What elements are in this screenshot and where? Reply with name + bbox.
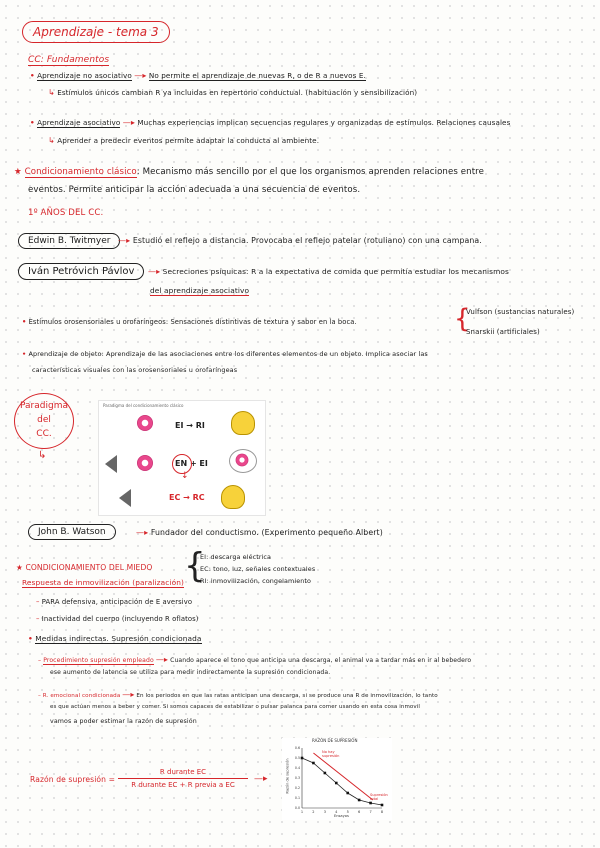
cond-clasico-row2 xyxy=(28,185,360,195)
x-tick-label: 6 xyxy=(358,810,361,814)
paradigma-line3: CC. xyxy=(36,429,52,439)
medidas-proc-row2: ese aumento de latencia se utiliza para medir indirectamente la supresión condicionada. xyxy=(50,669,331,676)
pavlov-text1: Secreciones psíquicas: R a la expectativa de comida que permitía estudiar los mecanismos xyxy=(162,267,509,276)
chart-title: RAZÓN DE SUPRESIÓN xyxy=(312,738,358,743)
title-text: Aprendizaje - tema 3 xyxy=(33,25,159,39)
miedo-ri: RI: inmovilización, congelamiento xyxy=(200,577,312,585)
ei-ri-label: EI → RI xyxy=(175,421,205,430)
cond-clasico-row1 xyxy=(14,167,484,177)
emoc-text3: vamos a poder estimar la razón de supresión xyxy=(50,718,197,725)
star-icon: ★ xyxy=(16,563,23,572)
x-tick-label: 1 xyxy=(300,810,304,814)
miedo-item1: – PARA defensiva, anticipación de E aversivo xyxy=(36,598,193,606)
cond-clasico-text2: eventos. Permite anticipar la acción adecuada a una secuencia de eventos. xyxy=(28,185,361,195)
aprend-asoc-row: • Aprendizaje asociativo —▸ Muchas experiencias implican secuencias regulares y organizadas de estímulos. Relaciones causales xyxy=(30,118,511,127)
aprend-no-asoc-sub-text: Estímulos únicos cambian R ya incluidas en repertorio conductual. (habituación y sensibilización) xyxy=(57,88,418,97)
pavlov-text2: del aprendizaje asociativo xyxy=(150,286,250,295)
section-cc-heading: CC: Fundamentos xyxy=(28,55,110,65)
miedo-subtitle: Respuesta de inmovilización (paralización) xyxy=(22,578,185,587)
miedo-ec: EC: tono, luz, señales contextuales xyxy=(200,565,316,573)
y-tick-label: 0.4 xyxy=(294,766,300,770)
aprend-objeto-row1: • Aprendizaje de objeto: Aprendizaje de las asociaciones entre los diferentes elementos de un objeto. Implica asociar las xyxy=(22,350,428,358)
paradigma-line2: del xyxy=(37,415,51,425)
medidas-title: • Medidas indirectas. Supresión condicionada xyxy=(28,634,202,643)
aprend-objeto-text2: características visuales con las orosensoriales u orofaríngeas xyxy=(32,366,238,374)
miedo-title xyxy=(16,563,152,572)
pavlov-name-box xyxy=(18,263,144,280)
data-point xyxy=(312,762,315,765)
vulfson-text: Vulfson (sustancias naturales) xyxy=(466,308,575,316)
cc-diagram-panel xyxy=(98,400,266,516)
chart-ylabel: Razón de supresión xyxy=(285,758,290,794)
miedo-title-text: CONDICIONAMIENTO DEL MIEDO xyxy=(25,563,153,572)
razon-numerator: R durante EC xyxy=(118,768,248,779)
y-tick-label: 0.2 xyxy=(294,786,300,790)
paradigma-circle xyxy=(14,393,74,449)
x-tick-label: 8 xyxy=(380,810,384,814)
watson-text: Fundador del conductismo. (Experimento pequeño Albert) xyxy=(150,528,383,537)
chart-xlabel: Ensayos xyxy=(334,814,349,818)
miedo-item2-text: Inactividad del cuerpo (incluyendo R oflatos) xyxy=(41,615,199,623)
en-ei-label: EN + EI xyxy=(175,459,208,468)
twitmyer-text-row: —▸ Estudió el reflejo a distancia. Provocaba el reflejo patelar (rotuliano) con una campana. xyxy=(118,236,482,245)
data-point xyxy=(324,772,327,775)
snarskii-text: Snarskii (artificiales) xyxy=(466,328,540,336)
pavlov-name: Iván Petróvich Pávlov xyxy=(28,266,135,277)
cond-clasico-label: Condicionamiento clásico xyxy=(24,167,137,177)
y-tick-label: 0.5 xyxy=(294,756,300,760)
page-title xyxy=(22,21,170,43)
x-tick-label: 2 xyxy=(312,810,315,814)
y-tick-label: 0.1 xyxy=(294,796,300,800)
data-point xyxy=(335,782,338,785)
data-point xyxy=(381,804,384,807)
data-point xyxy=(369,802,372,805)
watson-text-row: —▸ Fundador del conductismo. (Experimento pequeño Albert) xyxy=(136,528,383,537)
medidas-emoc-row1: – R. emocional condicionada —▸ En los periodos en que las ratas anticipan una descarga, si se produce una R de inmovilización, lo tanto xyxy=(38,690,438,699)
primeros-heading: 1º AÑOS DEL CC. xyxy=(28,208,104,218)
annotation-high: No hay supresión xyxy=(322,750,340,758)
donut-icon xyxy=(137,415,153,431)
x-tick-label: 7 xyxy=(369,810,372,814)
miedo-ei: EI: descarga eléctrica xyxy=(200,553,272,561)
medidas-emoc-row3 xyxy=(50,718,197,725)
proc-text1: Cuando aparece el tono que anticipa una descarga, el animal va a tardar más en ir al bebedero xyxy=(170,657,472,664)
miedo-item1-text: PARA defensiva, anticipación de E aversivo xyxy=(41,598,193,606)
y-tick-label: 0.0 xyxy=(294,806,300,810)
pavlov-text-row2 xyxy=(150,286,249,296)
y-tick-label: 0.6 xyxy=(294,746,300,750)
cond-clasico-text1: : Mecanismo más sencillo por el que los organismos aprenden relaciones entre xyxy=(136,167,485,177)
razon-label: Razón de supresión = xyxy=(30,775,116,784)
diagram-header: Paradigma del condicionamiento clásico xyxy=(103,403,184,408)
medidas-title-text: Medidas indirectas. Supresión condicionada xyxy=(35,634,202,643)
miedo-item2: – Inactividad del cuerpo (incluyendo R oflatos) xyxy=(36,615,199,623)
paradigma-line1: Paradigma xyxy=(20,401,68,411)
homer-icon xyxy=(231,411,255,435)
data-point xyxy=(358,799,361,802)
razon-denominator: R durante EC + R previa a EC xyxy=(131,781,235,789)
brace-icon: { xyxy=(184,546,206,586)
aprend-asoc-sub-text: Aprender a predecir eventos permite adaptar la conducta al ambiente. xyxy=(57,136,320,145)
emoc-text1: En los periodos en que las ratas anticipan una descarga, si se produce una R de inmovilización, lo tanto xyxy=(136,693,438,699)
aprend-no-asoc-row: • Aprendizaje no asociativo —▸ No permite el aprendizaje de nuevas R, o de R a nuevos E. xyxy=(30,71,366,80)
aprend-asoc-label: Aprendizaje asociativo xyxy=(37,118,121,127)
proc-label: Procedimiento supresión empleado xyxy=(43,657,154,664)
donut-icon xyxy=(137,455,153,471)
paradigma-arrow-icon: ↳ xyxy=(38,450,47,461)
watson-name: John B. Watson xyxy=(38,527,106,537)
data-point xyxy=(346,792,349,795)
x-tick-label: 3 xyxy=(323,810,326,814)
homer-icon xyxy=(221,485,245,509)
razon-fraction xyxy=(118,768,248,789)
medidas-proc-row1: – Procedimiento supresión empleado —▸ Cuando aparece el tono que anticipa una descarga, el animal va a tardar más en ir al bebedero xyxy=(38,655,472,664)
razon-arrow-icon: —▸ xyxy=(254,774,268,784)
medidas-emoc-row2: es que actúan menos a beber y comer. Si somos capaces de estabilizar o pulsar palanca para comer usando en esta cosa inmovil xyxy=(50,704,420,710)
speaker-icon xyxy=(105,455,117,473)
aprend-objeto-row2 xyxy=(32,366,237,374)
aprend-objeto-text1: Aprendizaje de objeto: Aprendizaje de las asociaciones entre los diferentes elementos de un objeto. Implica asociar las xyxy=(28,350,428,358)
brace-icon: { xyxy=(454,304,471,334)
ec-rc-label: EC → RC xyxy=(169,493,205,502)
aprend-no-asoc-label: Aprendizaje no asociativo xyxy=(37,71,132,80)
x-tick-label: 4 xyxy=(335,810,338,814)
aprend-no-asoc-text: No permite el aprendizaje de nuevas R, o de R a nuevos E. xyxy=(148,71,366,80)
star-icon: ★ xyxy=(14,167,22,177)
aprend-asoc-sub: ↳ Aprender a predecir eventos permite adaptar la conducta al ambiente. xyxy=(48,136,320,145)
y-tick-label: 0.3 xyxy=(294,776,300,780)
estimulos-text: Estímulos orosensoriales u orofaríngeos: Sensaciones distintivas de textura y sabor en la boca. xyxy=(28,318,357,326)
arrow-down-icon: ↓ xyxy=(181,471,189,481)
speaker-icon xyxy=(119,489,131,507)
donut-icon xyxy=(236,454,249,467)
x-tick-label: 5 xyxy=(346,810,349,814)
data-point xyxy=(301,757,304,760)
aprend-no-asoc-sub: ↳ Estímulos únicos cambian R ya incluidas en repertorio conductual. (habituación y sensibilización) xyxy=(48,88,418,97)
twitmyer-text: Estudió el reflejo a distancia. Provocaba el reflejo patelar (rotuliano) con una campana. xyxy=(132,236,482,245)
emoc-label: R. emocional condicionada xyxy=(42,693,121,699)
estimulos-row: • Estímulos orosensoriales u orofaríngeos: Sensaciones distintivas de textura y sabor en la boca. xyxy=(22,318,357,326)
supresion-chart xyxy=(282,738,392,820)
watson-name-box xyxy=(28,524,116,540)
trend-arrow xyxy=(313,753,372,800)
twitmyer-name-box xyxy=(18,233,120,249)
twitmyer-name: Edwin B. Twitmyer xyxy=(28,236,111,246)
annotation-low: Supresión total xyxy=(370,793,388,801)
pavlov-text-row1: —▸ Secreciones psíquicas: R a la expectativa de comida que permitía estudiar los mecanismos xyxy=(148,267,509,276)
aprend-asoc-text: Muchas experiencias implican secuencias regulares y organizadas de estímulos. Relaciones causales xyxy=(137,118,511,127)
